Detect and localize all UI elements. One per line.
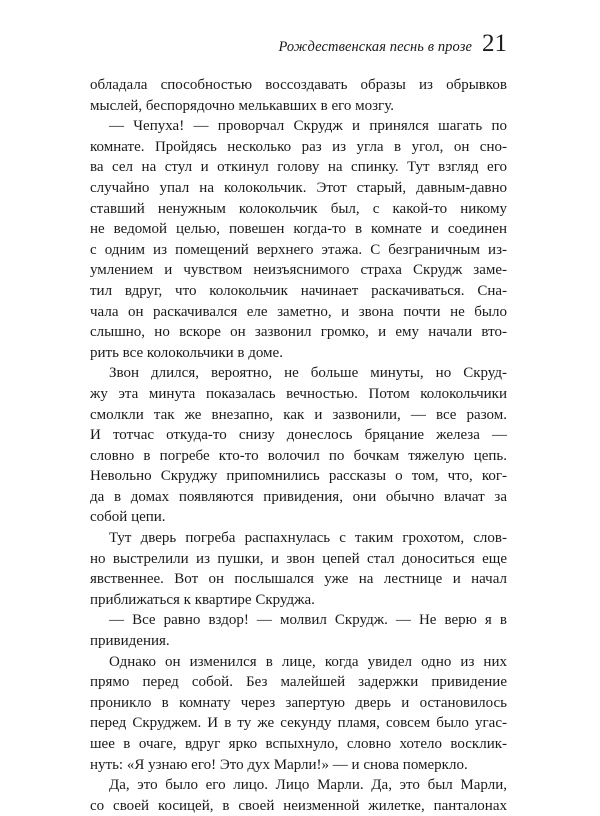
text-line: ставший ненужным колокольчик был, с какой-то никому	[90, 200, 507, 217]
book-title-header: Рождественская песнь в прозе	[278, 39, 472, 55]
running-header	[90, 30, 507, 66]
text-line: И тотчас откуда-то снизу донеслось бряцание железа —	[90, 427, 507, 444]
text-line: перед Скруджем. И в ту же секунду пламя, совсем было угас-	[90, 715, 507, 732]
text-line: но выстрелили из пушки, и звон цепей стал доноситься еще	[90, 550, 507, 567]
paragraph	[90, 775, 507, 816]
text-line: жу эта минута показалась вечностью. Потом колокольчики	[90, 385, 507, 402]
text-line: Звон длился, вероятно, не больше минуты, но Скруд-	[109, 365, 507, 382]
text-line: обладала способностью воссоздавать образы из обрывков	[90, 77, 507, 93]
text-line: рить все колокольчики в доме.	[90, 344, 283, 361]
page-number: 21	[482, 30, 507, 57]
text-line: словно в погребе кто-то волочил по бочкам тяжелую цепь.	[90, 447, 507, 464]
paragraph	[90, 75, 507, 116]
text-line: смолкли так же внезапно, как и зазвонили, — все разом.	[90, 406, 507, 423]
body-text	[90, 75, 507, 816]
text-line: нуть: «Я узнаю его! Это дух Марли!» — и снова померкло.	[90, 756, 468, 773]
paragraph	[90, 528, 507, 610]
text-line: мыслей, беспорядочно мелькавших в его мозгу.	[90, 97, 394, 114]
text-line: случайно упал на колокольчик. Этот старый, давным-давно	[90, 179, 507, 196]
text-line: слышно, но вскоре он зазвонил громко, и ему начали вто-	[90, 324, 507, 341]
paragraph	[90, 116, 507, 363]
text-line: тил вдруг, что колокольчик начинает раскачиваться. Сна-	[90, 282, 507, 299]
text-line: Однако он изменился в лице, когда увидел одно из них	[109, 653, 507, 670]
text-line: Тут дверь погреба распахнулась с таким грохотом, слов-	[109, 530, 507, 547]
text-line: со своей косицей, в своей неизменной жилетке, панталонах	[90, 797, 507, 814]
text-line: явственнее. Вот он послышался уже на лестнице и начал	[90, 571, 507, 588]
text-line: комнате. Пройдясь несколько раз из угла в угол, он сно-	[90, 138, 507, 155]
text-line: не ведомой целью, повешен когда-то в комнате и соединен	[90, 221, 507, 238]
text-line: с одним из помещений верхнего этажа. С безграничным из-	[90, 241, 507, 258]
text-line: чала он раскачивался еле заметно, и звона почти не было	[90, 303, 507, 320]
text-line: прямо перед собой. Без малейшей задержки привидение	[90, 674, 507, 691]
text-line: — Чепуха! — проворчал Скрудж и принялся шагать по	[109, 118, 507, 135]
paragraph	[90, 363, 507, 528]
text-line: Невольно Скруджу припомнились рассказы о том, что, ког-	[90, 468, 507, 485]
text-line: ва сел на стул и откинул голову на спинку. Тут взгляд его	[90, 159, 507, 176]
text-line: Да, это было его лицо. Лицо Марли. Да, это был Марли,	[109, 777, 507, 794]
paragraph	[90, 652, 507, 776]
text-line: шее в очаге, вдруг ярко вспыхнуло, словно хотело восклик-	[90, 736, 507, 752]
text-line: приближаться к квартире Скруджа.	[90, 591, 315, 608]
text-line: собой цепи.	[90, 509, 166, 526]
text-line: привидения.	[90, 633, 170, 650]
paragraph	[90, 610, 507, 651]
text-line: умлением и чувством неизъяснимого страха Скрудж заме-	[90, 262, 507, 279]
text-line: проникло в комнату через запертую дверь и остановилось	[90, 694, 507, 711]
text-line: да в домах появляются привидения, они обычно влачат за	[90, 488, 507, 505]
text-line: — Все равно вздор! — молвил Скрудж. — Не верю я в	[109, 612, 507, 629]
